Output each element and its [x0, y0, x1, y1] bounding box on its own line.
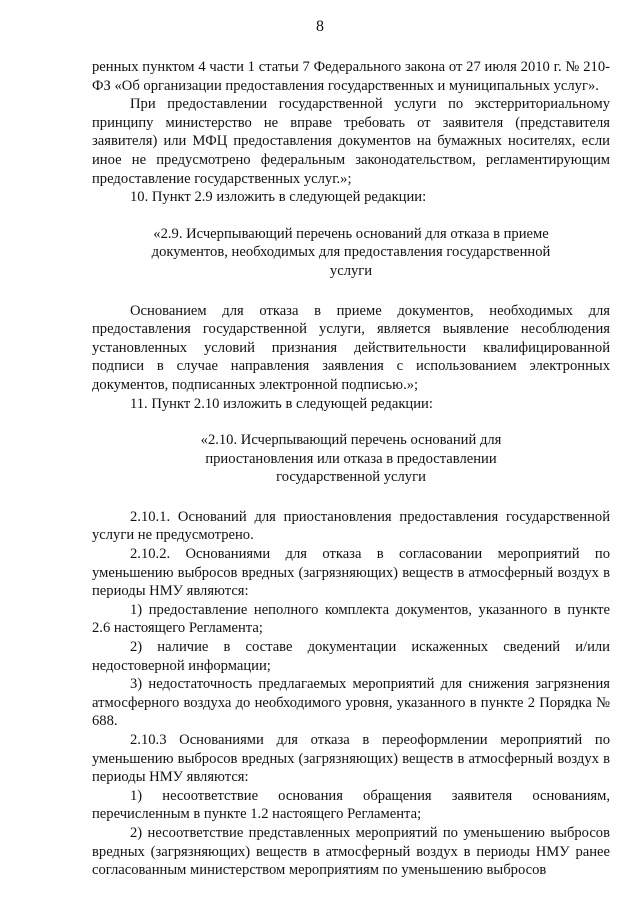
list-item-1: 1) предоставление неполного комплекта документов, указанного в пункте 2.6 настоящего Регламента; — [92, 601, 610, 637]
paragraph-continuation: ренных пунктом 4 части 1 статьи 7 Федерального закона от 27 июля 2010 г. № 210-ФЗ «Об организации предоставления государственных и муниципальных услуг». — [92, 59, 610, 94]
page-number: 8 — [316, 18, 324, 35]
body-text — [92, 58, 610, 880]
amendment-item-10: 10. Пункт 2.9 изложить в следующей редакции: — [130, 189, 427, 206]
paragraph-extraterritorial: При предоставлении государственной услуги по экстерриториальному принципу министерство не вправе требовать от заявителя (представителя заявителя) или МФЦ предоставления документов на бумажных носителях, если иное не предусмотрено федеральным законодательством, регламентирующим предоставление государственных услуг.»; — [92, 96, 610, 187]
list-item-2: 2) наличие в составе документации искаженных сведений и/или недостоверной информации; — [92, 639, 610, 674]
list-item-3: 3) недостаточность предлагаемых мероприятий для снижения загрязнения атмосферного воздуха до необходимого уровня, указанного в пункте 2 Порядка № 688. — [92, 676, 610, 730]
paragraph-2-10-1: 2.10.1. Оснований для приостановления предоставления государственной услуги не предусмотрено. — [92, 508, 610, 544]
amendment-item-11: 11. Пункт 2.10 изложить в следующей редакции: — [130, 395, 433, 412]
paragraph-2-10-2: 2.10.2. Основаниями для отказа в согласовании мероприятий по уменьшению выбросов вредных (загрязняющих) веществ в атмосферный воздух в периоды НМУ являются: — [92, 546, 610, 600]
list-item-2b: 2) несоответствие представленных мероприятий по уменьшению выбросов вредных (загрязняющих) веществ в атмосферный воздух в периоды НМУ ранее согласованным министерством мероприятиям по уменьшению выбросов — [92, 824, 610, 879]
paragraph-refusal-grounds: Основанием для отказа в приеме документов, необходимых для предоставления государственной услуги, является выявление несоблюдения установленных условий признания действительности квалифицированной подписи в случае направления заявления с использованием электронных документов, подписанных электронной подписью.»; — [92, 302, 610, 393]
section-heading-2-9: «2.9. Исчерпывающий перечень оснований для отказа в приеме документов, необходимых для предоставления государственной услуги — [151, 225, 551, 279]
section-heading-2-10: «2.10. Исчерпывающий перечень оснований для приостановления или отказа в предоставлении государственной услуги — [200, 432, 502, 486]
list-item-1b: 1) несоответствие основания обращения заявителя основаниям, перечисленным в пункте 1.2 настоящего Регламента; — [92, 787, 610, 823]
paragraph-2-10-3: 2.10.3 Основаниями для отказа в переоформлении мероприятий по уменьшению выбросов вредных (загрязняющих) веществ в атмосферный воздух в периоды НМУ являются: — [92, 732, 610, 786]
